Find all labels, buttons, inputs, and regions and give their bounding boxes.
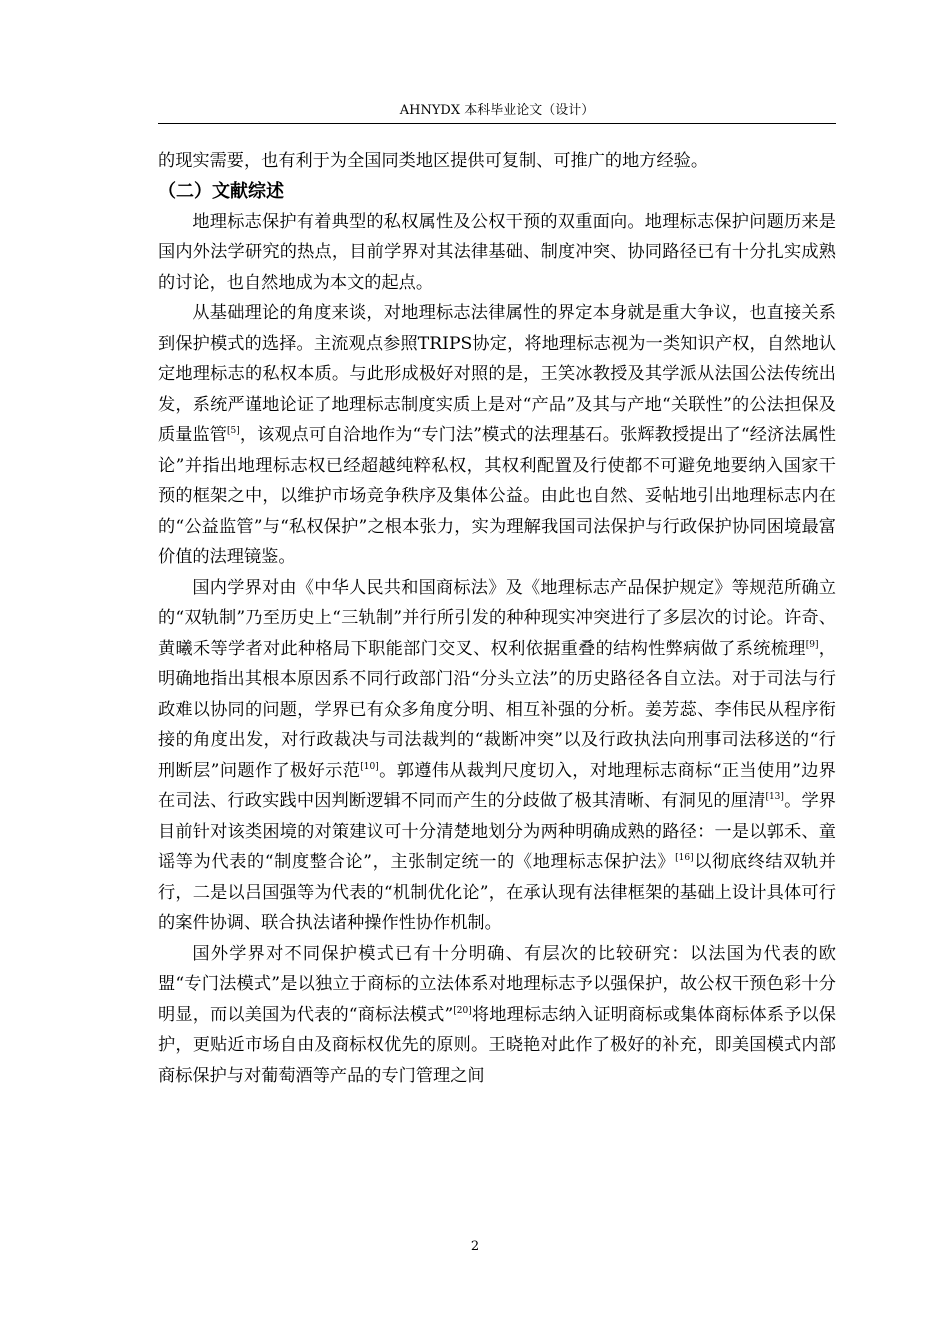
running-header: AHNYDX 本科毕业论文（设计） bbox=[399, 103, 595, 118]
paragraph-text: 将地理标志纳入证明商标或集体商标体系予以保护，更贴近市场自由及商标权优先的原则。王晓艳对此作了极好的补充，即美国模式内部商标保护与对葡萄酒等产品的专门管理之间 bbox=[158, 1004, 836, 1086]
header-divider bbox=[158, 123, 836, 124]
paragraph-text: ，明确地指出其根本原因系不同行政部门沿“分头立法”的历史路径各自立法。对于司法与行政难以协同的问题，学界已有众多角度分明、相互补强的分析。姜芳蕊、李伟民从程序衔接的角度出发，对行政裁决与司法裁判的“裁断冲突”以及行政执法向刑事司法移送的“行刑断层”问题作了极好示范 bbox=[158, 638, 836, 781]
paragraph-text: 。郭遵伟从裁判尺度切入，对地理标志商标“正当使用”边界在司法、行政实践中因判断逻辑不同而产生的分歧做了极其清晰、有洞见的厘清 bbox=[158, 760, 836, 811]
paragraph-text: 地理标志保护有着典型的私权属性及公权干预的双重面向。地理标志保护问题历来是国内外法学研究的热点，目前学界对其法律基础、制度冲突、协同路径已有十分扎实成熟的讨论，也自然地成为本文的起点。 bbox=[158, 211, 836, 293]
citation-ref: [9] bbox=[805, 639, 819, 650]
citation-ref: [5] bbox=[227, 426, 240, 436]
citation-ref: [16] bbox=[675, 853, 694, 863]
paragraph-theory bbox=[158, 298, 836, 573]
section-heading: （二）文献综述 bbox=[158, 180, 284, 202]
paragraph-foreign bbox=[158, 939, 836, 1092]
citation-ref: [13] bbox=[765, 792, 784, 802]
paragraph-text: 的现实需要，也有利于为全国同类地区提供可复制、可推广的地方经验。 bbox=[158, 151, 709, 171]
paragraph-text: 。学界目前针对该类困境的对策建议可十分清楚地划分为两种明确成熟的路径：一是以郭禾、童谣等为代表的“制度整合论”，主张制定统一的《地理标志保护法》 bbox=[158, 791, 836, 872]
paragraph-text: 国外学界对不同保护模式已有十分明确、有层次的比较研究：以法国为代表的欧盟“专门法模式”是以独立于商标的立法体系对地理标志予以强保护，故公权干预色彩十分明显，而以美国为代表的“商标法模式” bbox=[158, 943, 836, 1025]
citation-ref: [20] bbox=[453, 1005, 472, 1016]
paragraph-domestic bbox=[158, 573, 836, 939]
paragraph-intro bbox=[158, 207, 836, 299]
paragraph-text: 从基础理论的角度来谈，对地理标志法律属性的界定本身就是重大争议，也直接关系到保护模式的选择。主流观点参照TRIPS协定，将地理标志视为一类知识产权，自然地认定地理标志的私权本质。与此形成极好对照的是，王笑冰教授及其学派从法国公法传统出发，系统严谨地论证了地理标志制度实质上是对“产品”及其与产地“关联性”的公法担保及质量监管 bbox=[158, 303, 836, 445]
paragraph-text: 国内学界对由《中华人民共和国商标法》及《地理标志产品保护规定》等规范所确立的“双轨制”乃至历史上“三轨制”并行所引发的种种现实冲突进行了多层次的讨论。许奇、黄曦禾等学者对此种格局下职能部门交叉、权利依据重叠的结构性弊病做了系统梳理 bbox=[158, 577, 836, 659]
body-text bbox=[158, 146, 836, 1091]
continued-paragraph bbox=[158, 146, 836, 177]
paragraph-text: 以彻底终结双轨并行，二是以吕国强等为代表的“机制优化论”，在承认现有法律框架的基础上设计具体可行的案件协调、联合执法诸种操作性协作机制。 bbox=[158, 852, 836, 933]
citation-ref: [10] bbox=[360, 761, 379, 772]
page-number: 2 bbox=[470, 1239, 480, 1254]
paragraph-text: ，该观点可自洽地作为“专门法”模式的法理基石。张辉教授提出了“经济法属性论”并指出地理标志权已经超越纯粹私权，其权利配置及行使都不可避免地要纳入国家干预的框架之中，以维护市场竞争秩序及集体公益。由此也自然、妥帖地引出地理标志内在的“公益监管”与“私权保护”之根本张力，实为理解我国司法保护与行政保护协同困境最富价值的法理镜鉴。 bbox=[158, 425, 836, 567]
